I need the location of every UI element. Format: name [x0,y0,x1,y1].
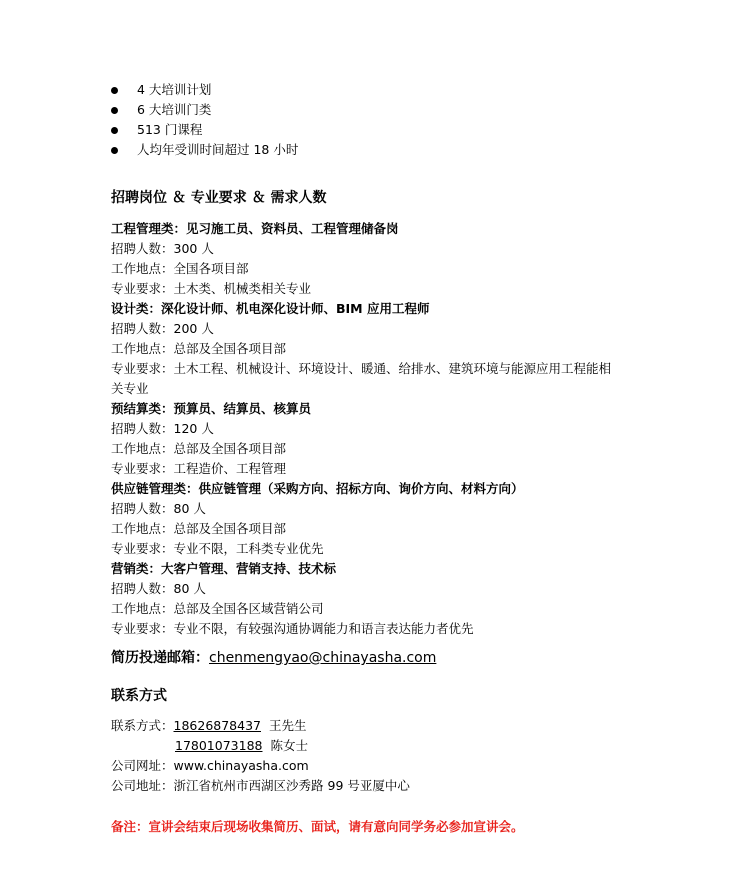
website-line [111,756,309,776]
group-count: 招聘人数：80 人 [111,501,206,516]
website-label: 公司网址： [111,758,174,773]
group-location: 工作地点：总部及全国各项目部 [111,341,287,356]
group-title: 供应链管理类：供应链管理（采购方向、招标方向、询价方向、材料方向） [111,481,524,496]
contact-heading: 联系方式 [111,688,167,704]
address-label: 公司地址： [111,778,174,793]
group-major: 专业要求：专业不限，有较强沟通协调能力和语言表达能力者优先 [111,621,474,636]
group-location: 工作地点：总部及全国各项目部 [111,441,287,456]
contact-label: 联系方式： [111,718,174,733]
group-major: 专业要求：专业不限，工科类专业优先 [111,541,324,556]
contact-line [175,736,308,756]
resume-email-link[interactable]: chenmengyao@chinayasha.com [209,650,437,666]
bullet-dot-icon [111,87,118,94]
website-link[interactable]: www.chinayasha.com [173,758,309,773]
contact-phone-link[interactable]: 17801073188 [175,738,263,753]
group-major-continued: 关专业 [111,381,149,396]
contact-phone-link[interactable]: 18626878437 [173,718,261,733]
bullet-dot-icon [111,107,118,114]
group-title: 工程管理类：见习施工员、资料员、工程管理储备岗 [111,221,399,236]
contact-line [111,716,306,736]
contact-name: 王先生 [268,718,307,733]
group-major: 专业要求：土木工程、机械设计、环境设计、暖通、给排水、建筑环境与能源应用工程能相 [111,361,612,376]
group-title: 设计类：深化设计师、机电深化设计师、BIM 应用工程师 [111,301,430,316]
address-line [111,776,410,796]
bullet-dot-icon [111,147,118,154]
recruit-heading: 招聘岗位 ＆ 专业要求 ＆ 需求人数 [111,190,327,206]
group-title: 预结算类：预算员、结算员、核算员 [111,401,312,416]
group-count: 招聘人数：300 人 [111,241,214,256]
group-count: 招聘人数：200 人 [111,321,214,336]
address-value: 浙江省杭州市西湖区沙秀路 99 号亚厦中心 [173,778,410,793]
group-title: 营销类：大客户管理、营销支持、技术标 [111,561,337,576]
bullet-text: 6 大培训门类 [137,102,212,117]
bullet-text: 4 大培训计划 [137,82,212,97]
group-major: 专业要求：土木类、机械类相关专业 [111,281,312,296]
contact-name: 陈女士 [270,738,308,753]
bullet-dot-icon [111,127,118,134]
bullet-text: 513 门课程 [137,122,203,137]
resume-line [111,647,436,669]
group-major: 专业要求：工程造价、工程管理 [111,461,287,476]
group-location: 工作地点：全国各项目部 [111,261,249,276]
group-location: 工作地点：总部及全国各区域营销公司 [111,601,324,616]
group-location: 工作地点：总部及全国各项目部 [111,521,287,536]
bullet-text: 人均年受训时间超过 18 小时 [137,142,299,157]
resume-label: 简历投递邮箱： [111,650,209,666]
note-text: 备注：宣讲会结束后现场收集简历、面试，请有意向同学务必参加宣讲会。 [111,819,524,834]
group-count: 招聘人数：80 人 [111,581,206,596]
group-count: 招聘人数：120 人 [111,421,214,436]
